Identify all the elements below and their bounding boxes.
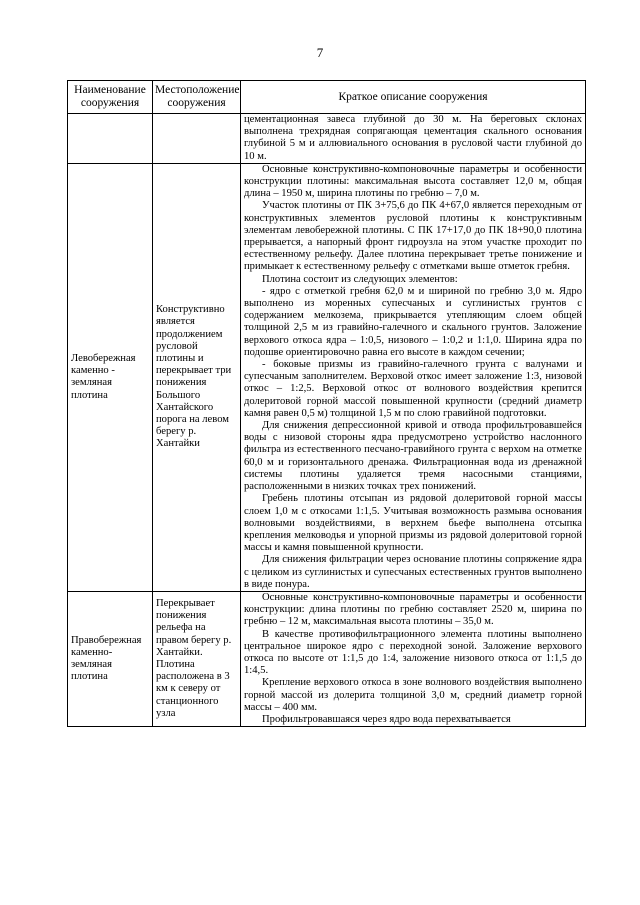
row-location-cell: Перекрывает понижения рельефа на правом берегу р. Хантайки. Плотина расположена в 3 км к северу от станционного узла [153,591,241,726]
description-paragraph: Участок плотины от ПК 3+75,6 до ПК 4+67,0 является переходным от конструктивных элементов русловой плотины к конструктивным элементам левобережной плотины. С ПК 17+17,0 до ПК 18+90,0 плотина прерывается, а напорный фронт гидроузла на этом участке проходит по естественному рельефу. Далее плотина перекрывает третье понижение и примыкает к естественному рельефу с отметками выше отметок гребня. [244,200,582,273]
row-description-cell [241,163,586,591]
description-paragraph: Плотина состоит из следующих элементов: [262,273,458,285]
description-paragraph: Основные конструктивно-компоновочные параметры и особенности конструкции плотины: максимальная высота составляет 12,0 м, общая длина – 1950 м, ширина плотины по гребню – 7,0 м. [244,163,582,200]
description-paragraph: Крепление верхового откоса в зоне волнового воздействия выполнено горной массой из долерита толщиной 3,0 м, средний диаметр горной массы – 400 мм. [244,677,582,713]
description-paragraph: В качестве противофильтрационного элемента плотины выполнено центральное широкое ядро с переходной зоной. Заложение верхового откоса по высоте от 1:1,5 до 1:4, заложение низового откоса от 1:1,5 до 1:4,5. [244,628,582,677]
table-header-row [68,81,586,114]
description-paragraph: Профильтровавшаяся через ядро вода перехватывается [262,713,511,725]
description-paragraph: - ядро с отметкой гребня 62,0 м и шириной по гребню 3,0 м. Ядро выполнено из моренных супесчаных и суглинистых грунтов с содержанием мелкозема, прикрывается утепляющим слоем общей толщиной 2,5 м из гравийно-галечного и скального грунтов. Заложение верхового откоса ядра – 1:0,5, низового – 1:0,2 и 1:1,0. Ширина ядра по подошве ориентировочно равна его высоте в каждом сечении; [244,285,582,358]
table-row [68,591,586,726]
description-paragraph: Основные конструктивно-компоновочные параметры и особенности конструкции: длина плотины по гребню составляет 2520 м, ширина по гребню – 12 м, максимальная высота плотины – 35,0 м. [244,591,582,628]
description-paragraph: Для снижения фильтрации через основание плотины сопряжение ядра с целиком из суглинистых и супесчаных естественных грунтов выполнено в виде понура. [244,554,582,590]
row-location-cell [153,114,241,164]
description-paragraph: Для снижения депрессионной кривой и отвода профильтровавшейся воды с низовой стороны ядра предусмотрено устройство наслонного фильтра из естественного песчано-гравийного грунта с верхом на отметке 60,0 м и горизонтального дренажа. Фильтрационная вода из дренажной системы плотины удаляется тремя насосными станциями, расположенными в низких точках трех понижений. [244,420,582,493]
description-paragraph: - боковые призмы из гравийно-галечного грунта с валунами и супесчаным заполнителем. Верховой откос имеет заложение 1:3, низовой откос – 1:2,5. Верховой откос от волнового воздействия крепится долеритовой горной массой повышенной крупности (средний диаметр камня равен 0,5 м) толщиной 1,5 м по слою гравийной подготовки. [244,359,582,419]
header-name: Наименование сооружения [68,81,153,114]
page-number: 7 [316,45,324,60]
row-name-cell [68,114,153,164]
header-description: Краткое описание сооружения [241,81,586,114]
row-name-cell: Левобережная каменно - земляная плотина [68,163,153,591]
description-paragraph: Гребень плотины отсыпан из рядовой долеритовой горной массы слоем 1,0 м с откосами 1:1,5. Учитывая возможность размыва основания волновыми воздействиями, в верхнем бьефе выполнена отсыпка крепления мелководья и упорной призмы из рядовой долеритовой горной массы и камня повышенной крупности. [244,493,582,554]
description-paragraph: цементационная завеса глубиной до 30 м. На береговых склонах выполнена трехрядная сопрягающая цементация скального основания глубиной 5 м и аллювиального основания в русловой части глубиной до 10 м. [244,114,582,162]
table-row [68,114,586,164]
header-location: Местоположение сооружения [153,81,241,114]
row-description-cell [241,114,586,164]
row-name-cell: Правобережная каменно-земляная плотина [68,591,153,726]
table-row [68,163,586,591]
structures-table [67,80,586,727]
row-location-cell: Конструктивно является продолжением русловой плотины и перекрывает три понижения Большого Хантайского порога на левом берегу р. Хантайки [153,163,241,591]
row-description-cell [241,591,586,726]
